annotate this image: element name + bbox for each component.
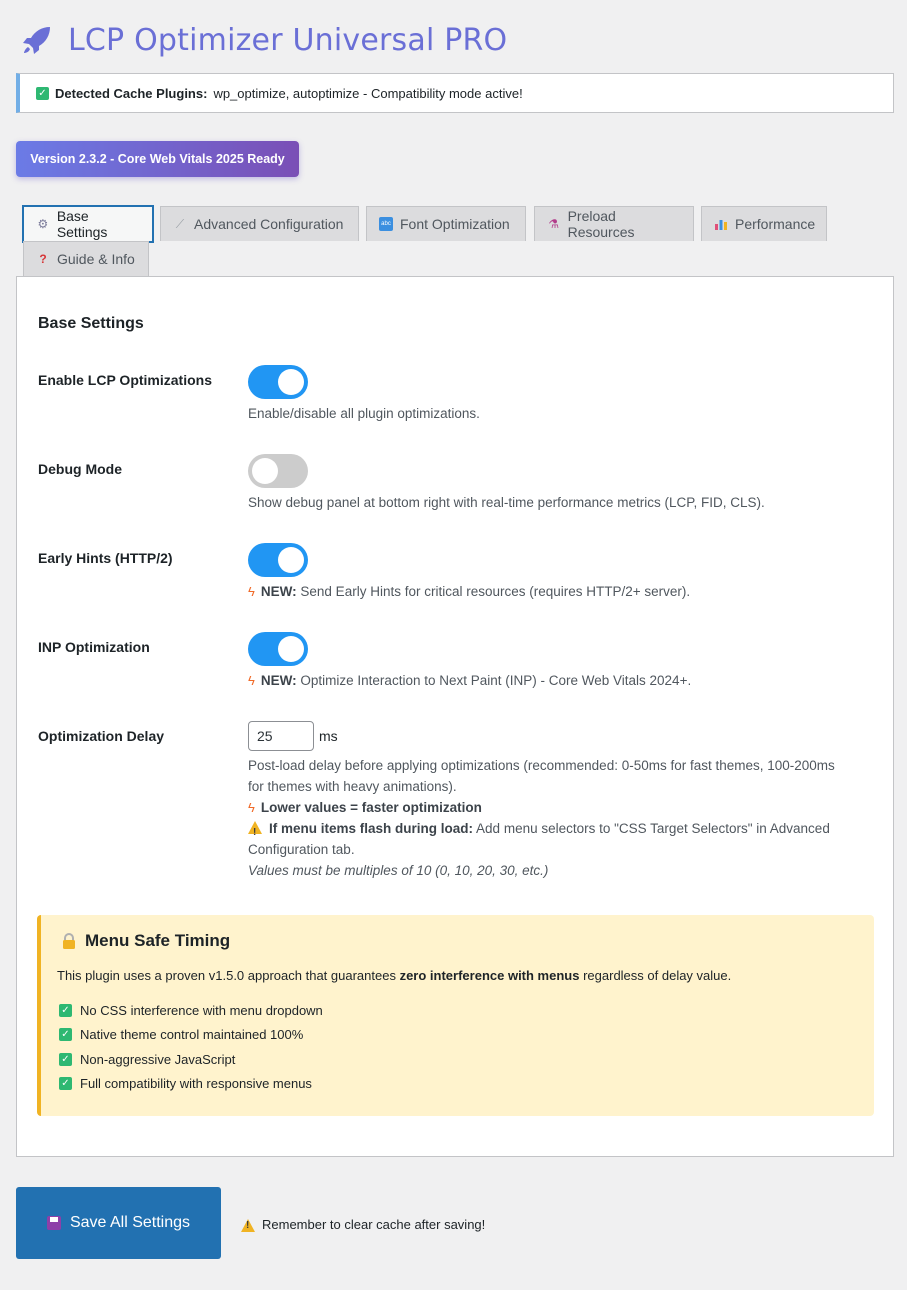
tab-font-optimization[interactable]	[366, 206, 526, 241]
early-hints-text: Send Early Hints for critical resources (requires HTTP/2+ server).	[300, 584, 691, 599]
inp-text: Optimize Interaction to Next Paint (INP) - Core Web Vitals 2024+.	[300, 673, 692, 688]
early-hints-description	[248, 581, 690, 602]
delay-warning: !If menu items flash during load: Add menu selectors to "CSS Target Selectors" in Advanced	[248, 818, 868, 839]
optimization-delay-label: Optimization Delay	[38, 728, 165, 744]
tab-label: Base Settings	[56, 208, 108, 240]
checkmark-icon: ✓	[36, 87, 49, 100]
lightning-icon: ϟ	[248, 673, 255, 688]
cache-reminder: ! Remember to clear cache after saving!	[241, 1217, 485, 1232]
enable-lcp-description: Enable/disable all plugin optimizations.	[248, 406, 480, 421]
save-button-label: Save All Settings	[69, 1214, 191, 1231]
checkmark-icon: ✓	[59, 1004, 72, 1017]
delay-unit: ms	[319, 728, 338, 744]
checkmark-icon: ✓	[59, 1053, 72, 1066]
delay-warning-line2: Configuration tab.	[248, 842, 355, 857]
settings-panel	[16, 276, 894, 1157]
save-all-settings-button[interactable]	[16, 1187, 221, 1259]
abc-icon: abc	[379, 217, 393, 231]
new-badge: NEW:	[260, 673, 297, 688]
list-item: ✓ No CSS interference with menu dropdown	[59, 998, 323, 1023]
lightning-icon: ϟ	[248, 584, 255, 599]
optimization-delay-description	[248, 755, 868, 881]
menu-safe-title: Menu Safe Timing	[61, 931, 230, 951]
tab-advanced-configuration[interactable]	[160, 206, 359, 241]
delay-tip: ϟ Lower values = faster optimization	[248, 800, 482, 815]
delay-desc-line1: Post-load delay before applying optimizations (recommended: 0-50ms for fast themes, 100-200ms	[248, 758, 835, 773]
delay-note: Values must be multiples of 10 (0, 10, 20, 30, etc.)	[248, 863, 549, 878]
inp-toggle[interactable]	[248, 632, 308, 666]
enable-lcp-label: Enable LCP Optimizations	[38, 372, 212, 388]
tab-base-settings[interactable]	[22, 205, 154, 243]
checkmark-icon: ✓	[59, 1077, 72, 1090]
delay-desc-line2: for themes with heavy animations).	[248, 779, 457, 794]
list-item: ✓ Native theme control maintained 100%	[59, 1023, 323, 1048]
menu-safe-timing-box	[37, 915, 874, 1116]
page-title: LCP Optimizer Universal PRO	[68, 22, 508, 58]
new-badge: NEW:	[260, 584, 297, 599]
tab-preload-resources[interactable]	[534, 206, 694, 241]
enable-lcp-toggle[interactable]	[248, 365, 308, 399]
tab-label: Font Optimization	[400, 216, 510, 232]
optimization-delay-input[interactable]: 25	[248, 721, 314, 751]
inp-description	[248, 670, 691, 691]
floppy-disk-icon	[47, 1216, 61, 1230]
debug-mode-label: Debug Mode	[38, 461, 122, 477]
rocket-icon	[20, 23, 54, 57]
menu-safe-intro: This plugin uses a proven v1.5.0 approach that guarantees zero interference with menus regardless of delay value.	[57, 968, 732, 983]
flask-icon: ⚗	[548, 217, 560, 231]
lock-icon	[61, 933, 77, 949]
version-badge: Version 2.3.2 - Core Web Vitals 2025 Ready	[16, 141, 299, 177]
tab-guide-info[interactable]	[23, 241, 149, 276]
tab-label: Preload Resources	[567, 208, 635, 240]
tab-label: Guide & Info	[57, 251, 135, 267]
early-hints-label: Early Hints (HTTP/2)	[38, 550, 173, 566]
warning-icon	[241, 1219, 255, 1232]
debug-mode-description: Show debug panel at bottom right with real-time performance metrics (LCP, FID, CLS).	[248, 495, 765, 510]
warning-icon	[248, 821, 262, 834]
gear-icon: ⚙	[37, 217, 49, 231]
tab-label: Advanced Configuration	[194, 216, 344, 232]
tab-label: Performance	[735, 216, 816, 232]
bar-chart-icon	[714, 217, 728, 231]
checkmark-icon: ✓	[59, 1028, 72, 1041]
list-item: ✓ Non-aggressive JavaScript	[59, 1047, 323, 1072]
notice-text: wp_optimize, autoptimize - Compatibility mode active!	[213, 85, 523, 101]
debug-mode-toggle[interactable]	[248, 454, 308, 488]
lightning-icon: ϟ	[248, 800, 255, 815]
question-icon: ?	[39, 252, 47, 266]
tab-performance[interactable]	[701, 206, 827, 241]
page-header	[20, 20, 507, 60]
section-title: Base Settings	[38, 315, 144, 332]
menu-safe-list	[59, 998, 323, 1096]
cache-plugin-notice	[16, 73, 894, 113]
notice-label: Detected Cache Plugins:	[55, 85, 208, 101]
list-item: ✓ Full compatibility with responsive menus	[59, 1072, 323, 1097]
inp-label: INP Optimization	[38, 639, 150, 655]
wrench-icon: ⟋	[175, 217, 185, 231]
early-hints-toggle[interactable]	[248, 543, 308, 577]
